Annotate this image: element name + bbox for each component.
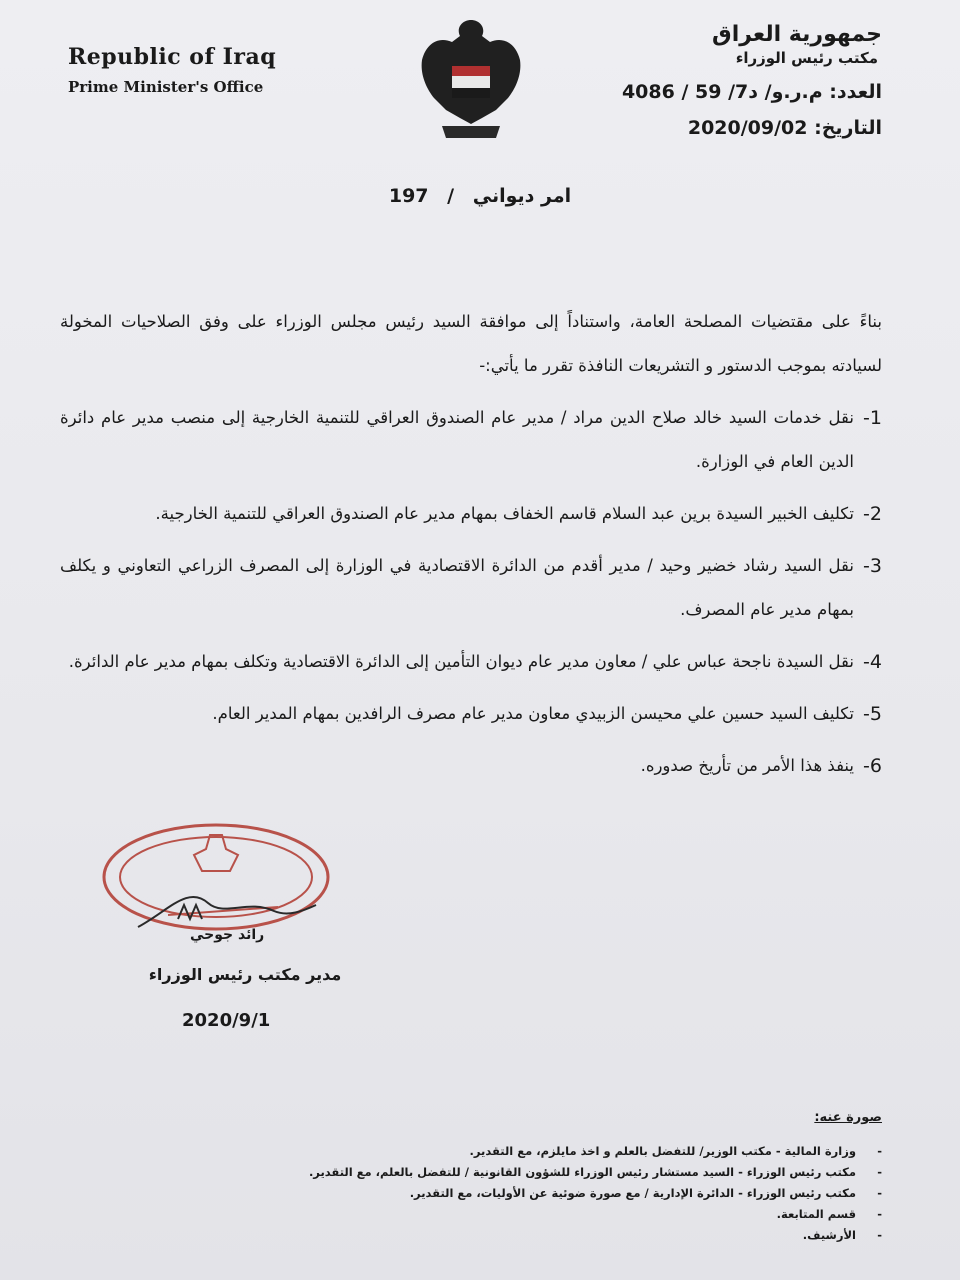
item-number: 2- xyxy=(863,503,882,525)
copies-section xyxy=(182,1110,882,1246)
office-name-en: Prime Minister's Office xyxy=(68,78,264,96)
list-item: - قسم المتابعة. xyxy=(182,1204,882,1225)
office-name-ar: مكتب رئيس الوزراء xyxy=(735,49,878,67)
order-label: امر ديواني xyxy=(472,185,572,207)
document-date: التاريخ: 2020/09/02 xyxy=(687,117,882,139)
signature-block xyxy=(40,815,342,1065)
order-title xyxy=(360,185,600,207)
letterhead-english xyxy=(68,44,368,96)
list-item: - الأرشيف. xyxy=(182,1225,882,1246)
list-item xyxy=(60,492,882,536)
list-item xyxy=(60,396,882,484)
signatory-name: رائد جوحي xyxy=(190,927,265,943)
signature-date: 2020/9/1 xyxy=(182,1010,271,1031)
item-number: 1- xyxy=(863,407,882,429)
item-text: تكليف الخبير السيدة برين عبد السلام قاسم الخفاف بمهام مدير عام الصندوق العراقي للتنمية الخارجية. xyxy=(155,504,854,523)
signatory-title: مدير مكتب رئيس الوزراء xyxy=(148,965,342,984)
item-number: 6- xyxy=(863,755,882,777)
copies-list xyxy=(182,1141,882,1246)
order-items xyxy=(60,396,882,788)
item-text: ينفذ هذا الأمر من تأريخ صدوره. xyxy=(640,756,854,775)
country-name-ar: جمهورية العراق xyxy=(712,22,882,47)
item-text: نقل السيدة ناجحة عباس علي / معاون مدير عام ديوان التأمين إلى الدائرة الاقتصادية وتكلف بمهام مدير عام الدائرة. xyxy=(68,652,854,671)
letterhead-arabic xyxy=(522,22,882,139)
list-item xyxy=(60,544,882,632)
item-number: 4- xyxy=(863,651,882,673)
list-item xyxy=(60,640,882,684)
eagle-emblem-icon xyxy=(416,14,526,144)
list-item: - وزارة المالية - مكتب الوزير/ للتفضل بالعلم و اخذ مايلزم، مع التقدير. xyxy=(182,1141,882,1162)
list-item: - مكتب رئيس الوزراء - الدائرة الإدارية / مع صورة ضوئية عن الأوليات، مع التقدير. xyxy=(182,1183,882,1204)
order-body xyxy=(60,300,882,788)
item-text: نقل خدمات السيد خالد صلاح الدين مراد / مدير عام الصندوق العراقي للتنمية الخارجية إلى منصب مدير عام دائرة الدين العام في الوزارة. xyxy=(60,408,854,471)
item-number: 3- xyxy=(863,555,882,577)
item-number: 5- xyxy=(863,703,882,725)
order-number: 197 xyxy=(388,185,429,207)
item-text: نقل السيد رشاد خضير وحيد / مدير أقدم من الدائرة الاقتصادية في الوزارة إلى المصرف الزراعي التعاوني و يكلف بمهام مدير عام المصرف. xyxy=(60,556,854,619)
list-item xyxy=(60,744,882,788)
intro-paragraph: بناءً على مقتضيات المصلحة العامة، واستناداً إلى موافقة السيد رئيس مجلس الوزراء على وفق الصلاحيات المخولة لسيادته بموجب الدستور و التشريعات النافذة تقرر ما يأتي:- xyxy=(60,312,882,375)
list-item xyxy=(60,692,882,736)
copies-title: صورة عنه: xyxy=(814,1110,882,1125)
item-text: تكليف السيد حسين علي محيسن الزبيدي معاون مدير عام مصرف الرافدين بمهام المدير العام. xyxy=(212,704,854,723)
list-item: - مكتب رئيس الوزراء - السيد مستشار رئيس الوزراء للشؤون القانونية / للتفضل بالعلم، مع التقدير. xyxy=(182,1162,882,1183)
order-separator: / xyxy=(447,185,455,207)
country-name-en: Republic of Iraq xyxy=(68,44,277,70)
official-seal-icon xyxy=(98,815,334,935)
reference-number: العدد: م.ر.و/ د7/ 59 / 4086 xyxy=(621,81,882,103)
